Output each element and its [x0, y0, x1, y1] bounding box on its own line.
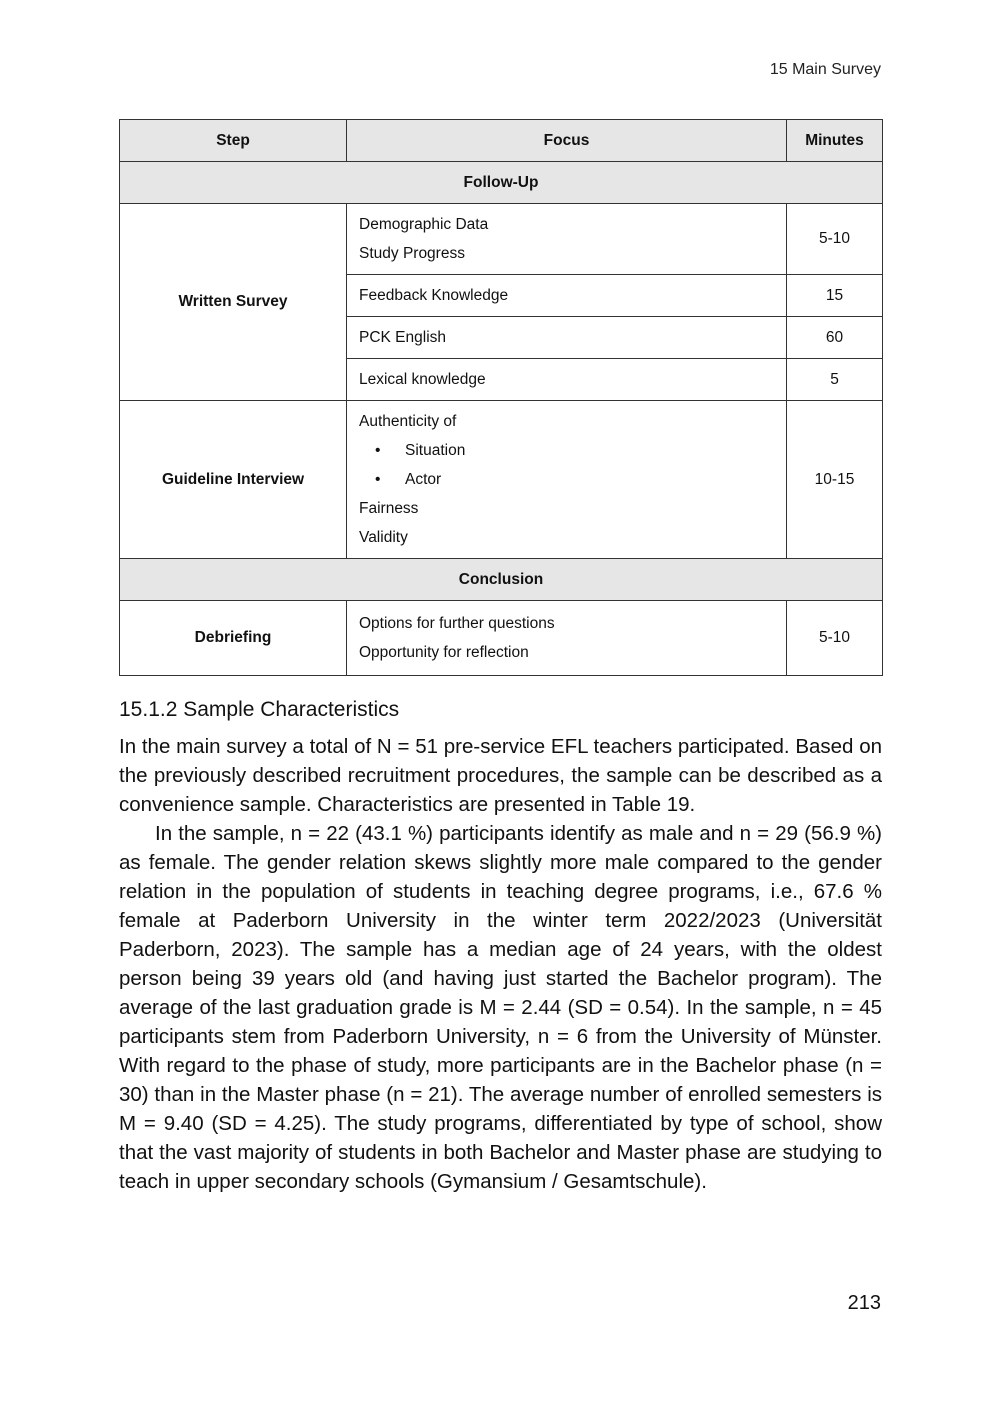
body-text	[119, 695, 882, 1196]
minutes-cell: 5-10	[787, 601, 883, 676]
focus-item: Lexical knowledge	[359, 371, 486, 388]
focus-bullet-list	[359, 436, 774, 494]
minutes-cell: 60	[787, 317, 883, 359]
table-row	[120, 204, 883, 275]
focus-item: Authenticity of	[359, 413, 457, 430]
table-row	[120, 401, 883, 559]
minutes-cell: 5-10	[787, 204, 883, 275]
section-row-conclusion	[120, 559, 883, 601]
header-minutes: Minutes	[787, 120, 883, 162]
header-step: Step	[120, 120, 347, 162]
focus-item: Fairness	[359, 500, 419, 517]
minutes-cell: 15	[787, 275, 883, 317]
running-header: 15 Main Survey	[769, 61, 881, 78]
focus-item: Demographic Data	[359, 216, 489, 233]
focus-cell	[347, 317, 787, 359]
focus-item: Study Progress	[359, 245, 465, 262]
list-item	[375, 436, 774, 465]
focus-cell	[347, 359, 787, 401]
section-label: Conclusion	[120, 559, 883, 601]
focus-cell	[347, 401, 787, 559]
table-header-row	[120, 120, 883, 162]
step-guideline-interview: Guideline Interview	[120, 401, 347, 559]
focus-cell	[347, 601, 787, 676]
bullet-icon: •	[375, 442, 381, 459]
section-label: Follow-Up	[120, 162, 883, 204]
bullet-text: Actor	[405, 471, 442, 488]
focus-item: PCK English	[359, 329, 447, 346]
paragraph: In the sample, n = 22 (43.1 %) participants identify as male and n = 29 (56.9 %) as female. The gender relation skews slightly more male compared to the gender relation in the population of students in teaching degree programs, i.e., 67.6 % female at Paderborn University in the winter term 2022/2023 (Universität Paderborn, 2023). The sample has a median age of 24 years, with the oldest person being 39 years old (and having just started the Bachelor program). The average of the last graduation grade is M = 2.44 (SD = 0.54). In the sample, n = 45 participants stem from Paderborn University, n = 6 from the University of Münster. With regard to the phase of study, more participants are in the Bachelor phase (n = 30) than in the Master phase (n = 21). The average number of enrolled semesters is M = 9.40 (SD = 4.25). The study programs, differentiated by type of school, show that the vast majority of students in both Bachelor and Master phase are studying to teach in upper secondary schools (Gymansium / Gesamtschule).	[119, 822, 882, 1193]
section-row-follow-up	[120, 162, 883, 204]
bullet-icon: •	[375, 471, 381, 488]
survey-procedure-table	[119, 119, 883, 676]
focus-cell	[347, 204, 787, 275]
step-debriefing: Debriefing	[120, 601, 347, 676]
focus-item: Opportunity for reflection	[359, 644, 529, 661]
header-focus: Focus	[347, 120, 787, 162]
minutes-cell: 5	[787, 359, 883, 401]
focus-cell	[347, 275, 787, 317]
focus-item: Options for further questions	[359, 615, 555, 632]
page-number: 213	[847, 1292, 881, 1314]
table-row	[120, 601, 883, 676]
step-written-survey: Written Survey	[120, 204, 347, 401]
focus-item: Validity	[359, 529, 408, 546]
paragraph: In the main survey a total of N = 51 pre-service EFL teachers participated. Based on the previously described recruitment procedures, the sample can be described as a convenience sample. Characteristics are presented in Table 19.	[119, 735, 882, 816]
bullet-text: Situation	[405, 442, 466, 459]
section-heading: 15.1.2 Sample Characteristics	[119, 698, 400, 721]
minutes-cell: 10-15	[787, 401, 883, 559]
list-item	[375, 465, 774, 494]
focus-item: Feedback Knowledge	[359, 287, 509, 304]
